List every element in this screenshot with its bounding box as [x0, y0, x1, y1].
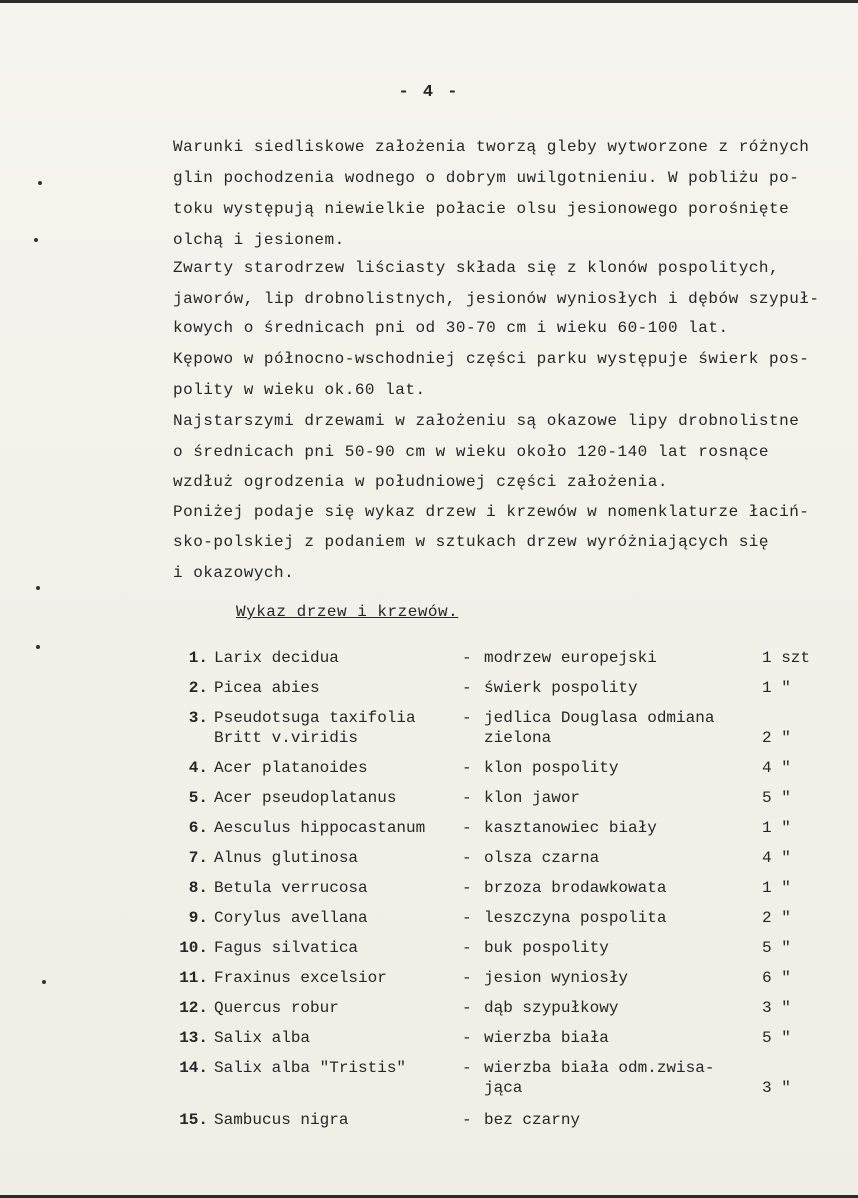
paragraph-line: Warunki siedliskowe założenia tworzą gleby wytworzone z różnych — [173, 138, 810, 156]
species-count: 1 szt — [762, 649, 811, 667]
paragraph-line: Poniżej podaje się wykaz drzew i krzewów w nomenklaturze łaciń- — [173, 503, 810, 521]
species-number: 5. — [188, 789, 208, 807]
species-count: 3 " — [762, 999, 791, 1017]
species-latin-name: Betula verrucosa — [214, 879, 368, 897]
species-number: 2. — [188, 679, 208, 697]
species-count: 6 " — [762, 969, 791, 987]
species-latin-name: Picea abies — [214, 679, 320, 697]
species-dash: - — [462, 909, 472, 927]
species-polish-name-continued: zielona — [484, 729, 552, 747]
species-list-heading: Wykaz drzew i krzewów. — [236, 603, 459, 621]
page-number: - 4 - — [398, 83, 460, 102]
species-row — [0, 1110, 858, 1130]
species-row — [0, 998, 858, 1018]
paragraph-line: olchą i jesionem. — [173, 231, 345, 249]
scan-mark — [34, 238, 38, 242]
species-latin-name: Sambucus nigra — [214, 1111, 349, 1129]
species-polish-name: jedlica Douglasa odmiana — [484, 709, 715, 727]
species-dash: - — [462, 969, 472, 987]
species-polish-name: klon pospolity — [484, 759, 619, 777]
scan-edge-top — [0, 0, 858, 3]
species-latin-name: Alnus glutinosa — [214, 849, 359, 867]
species-polish-name: wierzba biała — [484, 1029, 609, 1047]
species-count: 2 " — [762, 729, 791, 747]
species-latin-name: Fraxinus excelsior — [214, 969, 387, 987]
species-row — [0, 788, 858, 808]
species-count: 5 " — [762, 939, 791, 957]
paragraph-line: Zwarty starodrzew liściasty składa się z klonów pospolitych, — [173, 259, 780, 277]
species-number: 13. — [179, 1029, 208, 1047]
species-number: 12. — [179, 999, 208, 1017]
species-latin-name: Quercus robur — [214, 999, 339, 1017]
species-latin-name: Pseudotsuga taxifolia — [214, 709, 416, 727]
species-polish-name: świerk pospolity — [484, 679, 638, 697]
species-row — [0, 848, 858, 868]
species-count: 1 " — [762, 819, 791, 837]
species-dash: - — [462, 819, 472, 837]
species-row — [0, 678, 858, 698]
species-latin-name: Acer pseudoplatanus — [214, 789, 397, 807]
species-number: 11. — [179, 969, 208, 987]
species-number: 6. — [188, 819, 208, 837]
species-polish-name: klon jawor — [484, 789, 581, 807]
species-number: 9. — [188, 909, 208, 927]
paragraph-line: sko-polskiej z podaniem w sztukach drzew wyróżniających się — [173, 533, 769, 551]
paragraph-line: jaworów, lip drobnolistnych, jesionów wyniosłych i dębów szypuł- — [173, 290, 820, 308]
species-count: 2 " — [762, 909, 791, 927]
species-number: 8. — [188, 879, 208, 897]
species-polish-name: bez czarny — [484, 1111, 581, 1129]
species-row — [0, 1028, 858, 1048]
species-row — [0, 908, 858, 928]
species-polish-name: dąb szypułkowy — [484, 999, 619, 1017]
species-row — [0, 878, 858, 898]
species-count: 5 " — [762, 789, 791, 807]
species-dash: - — [462, 999, 472, 1017]
species-latin-name: Salix alba "Tristis" — [214, 1059, 407, 1077]
species-dash: - — [462, 1059, 472, 1077]
paragraph-line: kowych o średnicach pni od 30-70 cm i wieku 60-100 lat. — [173, 319, 729, 337]
species-dash: - — [462, 789, 472, 807]
species-polish-name-continued: jąca — [484, 1079, 523, 1097]
species-dash: - — [462, 679, 472, 697]
species-row — [0, 758, 858, 778]
species-count: 5 " — [762, 1029, 791, 1047]
species-count: 3 " — [762, 1079, 791, 1097]
species-dash: - — [462, 709, 472, 727]
species-latin-name: Aesculus hippocastanum — [214, 819, 426, 837]
species-row — [0, 708, 858, 747]
paragraph-line: wzdłuż ogrodzenia w południowej części założenia. — [173, 473, 668, 491]
species-polish-name: jesion wyniosły — [484, 969, 629, 987]
species-polish-name: modrzew europejski — [484, 649, 657, 667]
species-dash: - — [462, 1029, 472, 1047]
species-dash: - — [462, 849, 472, 867]
species-row — [0, 1058, 858, 1097]
species-number: 4. — [188, 759, 208, 777]
species-latin-name: Acer platanoides — [214, 759, 368, 777]
paragraph-line: glin pochodzenia wodnego o dobrym uwilgotnieniu. W pobliżu po- — [173, 169, 800, 187]
species-row — [0, 938, 858, 958]
species-latin-name: Larix decidua — [214, 649, 339, 667]
species-polish-name: olsza czarna — [484, 849, 600, 867]
species-number: 7. — [188, 849, 208, 867]
species-count: 4 " — [762, 849, 791, 867]
species-count: 1 " — [762, 679, 791, 697]
species-row — [0, 818, 858, 838]
species-dash: - — [462, 649, 472, 667]
species-dash: - — [462, 1111, 472, 1129]
paragraph-line: Najstarszymi drzewami w założeniu są okazowe lipy drobnolistne — [173, 412, 800, 430]
species-number: 14. — [179, 1059, 208, 1077]
species-count: 1 " — [762, 879, 791, 897]
paragraph-line: Kępowo w północno-wschodniej części parku występuje świerk pos- — [173, 350, 810, 368]
species-polish-name: leszczyna pospolita — [484, 909, 667, 927]
species-number: 15. — [179, 1111, 208, 1129]
paragraph-line: i okazowych. — [173, 564, 295, 582]
species-latin-name: Corylus avellana — [214, 909, 368, 927]
paragraph-line: o średnicach pni 50-90 cm w wieku około 120-140 lat rosnące — [173, 443, 769, 461]
species-number: 1. — [188, 649, 208, 667]
species-dash: - — [462, 879, 472, 897]
species-polish-name: brzoza brodawkowata — [484, 879, 667, 897]
species-latin-name: Fagus silvatica — [214, 939, 359, 957]
species-number: 10. — [179, 939, 208, 957]
paragraph-line: polity w wieku ok.60 lat. — [173, 381, 426, 399]
species-latin-name-continued: Britt v.viridis — [214, 729, 359, 747]
species-row — [0, 648, 858, 668]
scan-mark — [38, 181, 42, 185]
species-polish-name: buk pospolity — [484, 939, 609, 957]
species-row — [0, 968, 858, 988]
species-polish-name: wierzba biała odm.zwisa- — [484, 1059, 715, 1077]
species-count: 4 " — [762, 759, 791, 777]
species-number: 3. — [188, 709, 208, 727]
species-latin-name: Salix alba — [214, 1029, 311, 1047]
species-polish-name: kasztanowiec biały — [484, 819, 657, 837]
scan-mark — [36, 586, 40, 590]
paragraph-line: toku występują niewielkie połacie olsu jesionowego porośnięte — [173, 200, 790, 218]
species-dash: - — [462, 759, 472, 777]
species-dash: - — [462, 939, 472, 957]
